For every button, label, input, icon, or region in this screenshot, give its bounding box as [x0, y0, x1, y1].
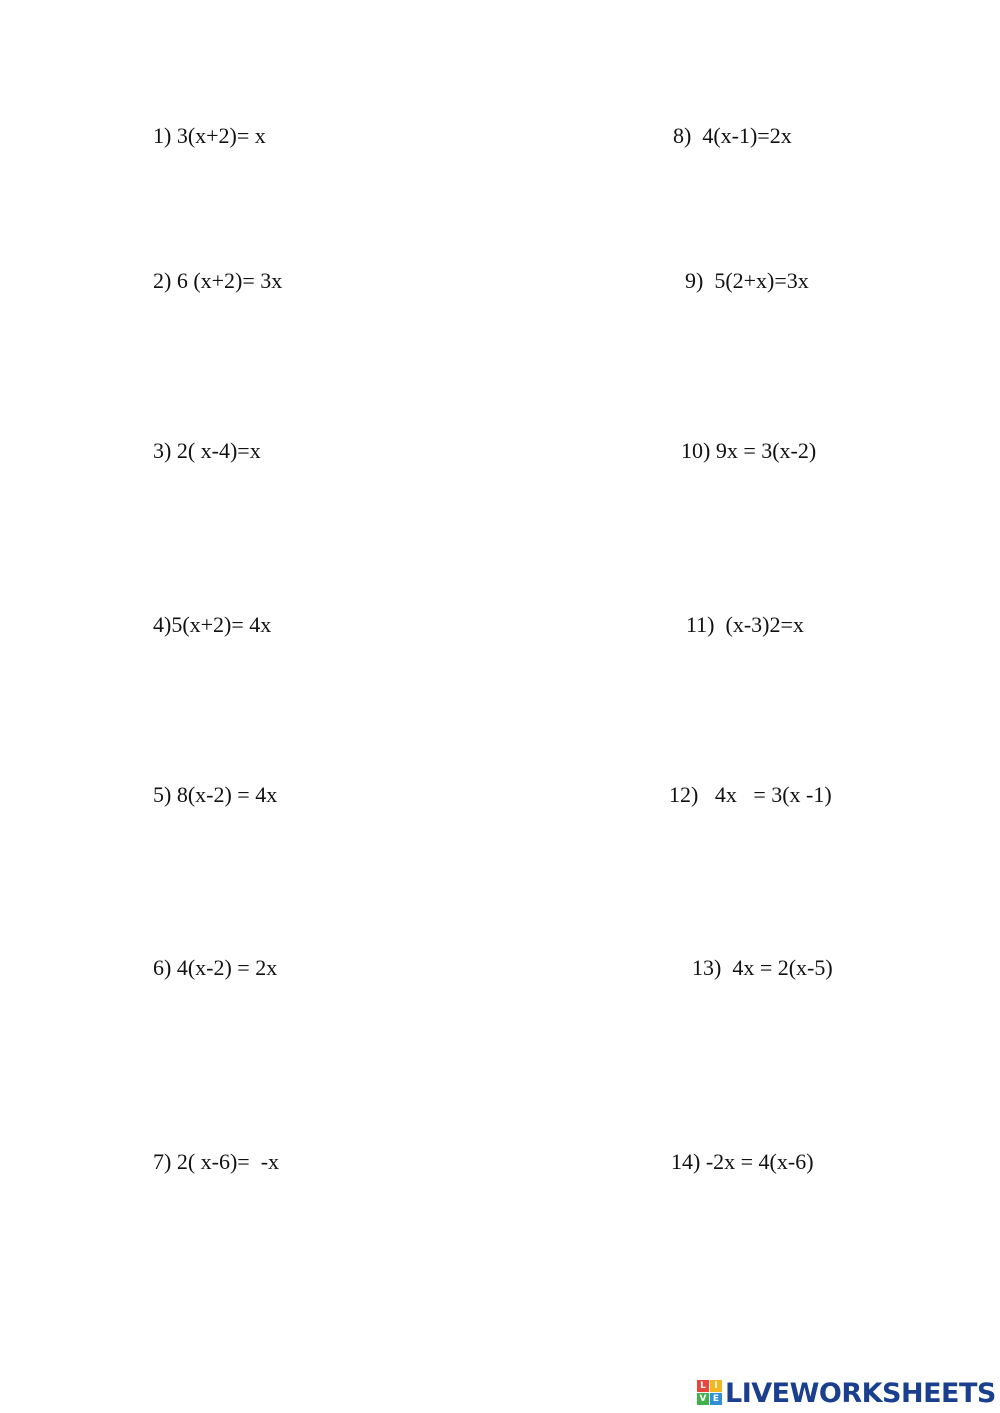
problem-11: 11) (x-3)2=x — [686, 612, 804, 637]
logo-text: LIVEWORKSHEETS — [725, 1377, 996, 1409]
problem-3: 3) 2( x-4)=x — [153, 438, 261, 463]
problem-9: 9) 5(2+x)=3x — [685, 268, 809, 293]
problem-14: 14) -2x = 4(x-6) — [671, 1149, 814, 1174]
logo-mark-l: L — [697, 1380, 709, 1392]
problem-1: 1) 3(x+2)= x — [153, 123, 266, 148]
problem-2: 2) 6 (x+2)= 3x — [153, 268, 283, 293]
problem-5: 5) 8(x-2) = 4x — [153, 782, 278, 807]
liveworksheets-logo-icon — [697, 1380, 723, 1406]
problem-7: 7) 2( x-6)= -x — [153, 1149, 280, 1174]
logo-mark-i: I — [710, 1380, 722, 1392]
liveworksheets-logo — [697, 1378, 996, 1408]
problem-4: 4)5(x+2)= 4x — [153, 612, 272, 637]
problem-10: 10) 9x = 3(x-2) — [681, 438, 817, 463]
problem-12: 12) 4x = 3(x -1) — [669, 782, 832, 807]
problem-6: 6) 4(x-2) = 2x — [153, 955, 278, 980]
logo-mark-v: V — [697, 1393, 709, 1405]
problem-13: 13) 4x = 2(x-5) — [692, 955, 833, 980]
logo-mark-e: E — [710, 1393, 722, 1405]
problem-8: 8) 4(x-1)=2x — [673, 123, 792, 148]
